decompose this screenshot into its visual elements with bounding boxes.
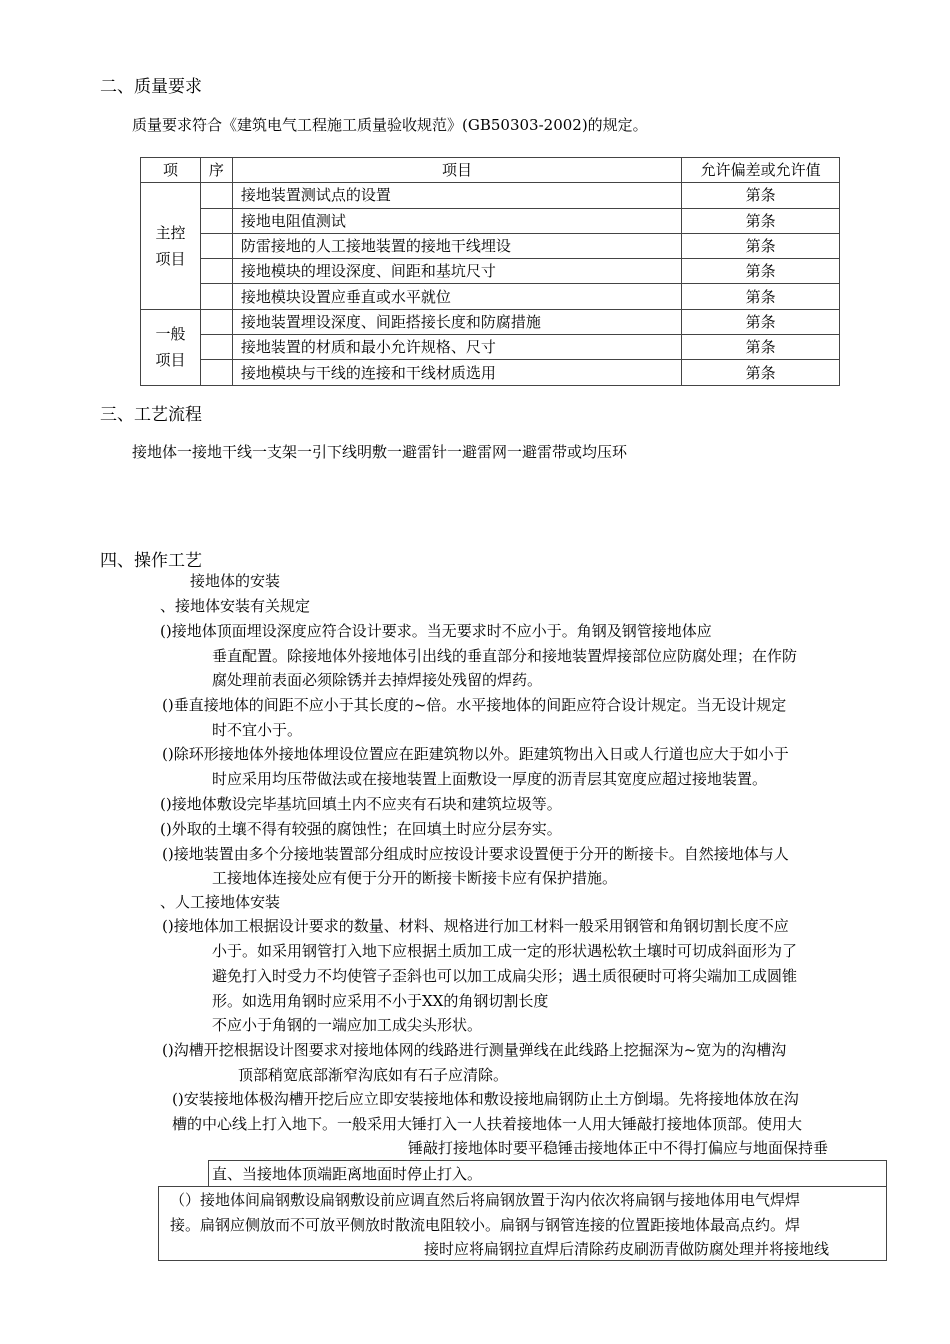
table-row xyxy=(141,208,840,233)
value-cell: 第条 xyxy=(682,360,840,385)
section-heading-process: 三、工艺流程 xyxy=(100,405,202,425)
table-row xyxy=(141,259,840,284)
group-label: 主控 xyxy=(155,224,186,243)
paragraph-line: （）接地体间扁钢敷设扁钢敷设前应调直然后将扁钢放置于沟内依次将扁钢与接地体用电气焊焊 xyxy=(170,1191,801,1209)
paragraph-line: ()接地体敷设完毕基坑回填土内不应夹有石块和建筑垃圾等。 xyxy=(160,795,562,813)
paragraph-line: ()接地装置由多个分接地装置部分组成时应按设计要求设置便于分开的断接卡。自然接地体与人 xyxy=(162,845,789,863)
paragraph-line: ()沟槽开挖根据设计图要求对接地体网的线路进行测量弹线在此线路上挖掘深为~宽为的沟槽沟 xyxy=(162,1041,787,1059)
paragraph-line: 直、当接地体顶端距离地面时停止打入。 xyxy=(212,1165,483,1183)
paragraph-line: 避免打入时受力不均使管子歪斜也可以加工成扁尖形；遇土质很硬时可将尖端加工成圆锥 xyxy=(212,967,798,985)
paragraph-line: ()除环形接地体外接地体埋设位置应在距建筑物以外。距建筑物出入日或人行道也应大于如小于 xyxy=(162,745,789,763)
group-label: 项目 xyxy=(155,250,186,269)
seq-cell xyxy=(200,309,232,334)
seq-cell xyxy=(200,335,232,360)
seq-cell xyxy=(200,360,232,385)
item-cell: 接地装置测试点的设置 xyxy=(232,183,681,208)
item-cell: 接地模块与干线的连接和干线材质选用 xyxy=(232,360,681,385)
header-cell: 项 xyxy=(141,158,201,183)
quality-intro: 质量要求符合《建筑电气工程施工质量验收规范》(GB50303-2002)的规定。 xyxy=(132,116,648,134)
process-flow: 接地体一接地干线一支架一引下线明敷一避雷针一避雷网一避雷带或均压环 xyxy=(132,443,628,461)
seq-cell xyxy=(200,208,232,233)
paragraph-line: 时应采用均压带做法或在接地装置上面敷设一厚度的沥青层其宽度应超过接地装置。 xyxy=(212,770,768,788)
seq-cell xyxy=(200,284,232,309)
section-heading-quality: 二、质量要求 xyxy=(100,77,202,97)
value-cell: 第条 xyxy=(682,309,840,334)
paragraph-line: 工接地体连接处应有便于分开的断接卡断接卡应有保护措施。 xyxy=(212,869,618,887)
table-row xyxy=(141,233,840,258)
item-cell: 接地电阻值测试 xyxy=(232,208,681,233)
paragraph-line: ()垂直接地体的间距不应小于其长度的~倍。水平接地体的间距应符合设计规定。当无设计规定 xyxy=(162,696,787,714)
paragraph-line: 时不宜小于。 xyxy=(212,721,303,739)
paragraph-line: ()接地体加工根据设计要求的数量、材料、规格进行加工材料一般采用钢管和角钢切割长度不应 xyxy=(162,917,789,935)
value-cell: 第条 xyxy=(682,284,840,309)
subsection-title: 、接地体安装有关规定 xyxy=(160,597,311,615)
group-label: 一般 xyxy=(155,325,186,344)
paragraph-line: 腐处理前表面必须除锈并去掉焊接处残留的焊药。 xyxy=(212,671,543,689)
value-cell: 第条 xyxy=(682,233,840,258)
table-row xyxy=(141,183,840,208)
item-cell: 防雷接地的人工接地装置的接地干线埋设 xyxy=(232,233,681,258)
item-cell: 接地模块的埋设深度、间距和基坑尺寸 xyxy=(232,259,681,284)
paragraph-line: 顶部稍宽底部渐窄沟底如有石子应清除。 xyxy=(238,1066,509,1084)
seq-cell xyxy=(200,233,232,258)
paragraph-line: 锤敲打接地体时要平稳锤击接地体正中不得打偏应与地面保持垂 xyxy=(408,1139,829,1157)
paragraph-line: 小于。如采用钢管打入地下应根据土质加工成一定的形状遇松软土壤时可切成斜面形为了 xyxy=(212,942,798,960)
item-cell: 接地装置埋设深度、间距搭接长度和防腐措施 xyxy=(232,309,681,334)
paragraph-line: 形。如选用角钢时应采用不小于XX的角钢切割长度 xyxy=(212,992,549,1010)
seq-cell xyxy=(200,259,232,284)
paragraph-line: ()接地体顶面埋设深度应符合设计要求。当无要求时不应小于。角钢及钢管接地体应 xyxy=(160,622,712,640)
group-label: 项目 xyxy=(155,351,186,370)
item-cell: 接地模块设置应垂直或水平就位 xyxy=(232,284,681,309)
subsection-title: 接地体的安装 xyxy=(190,572,281,590)
table-header-row xyxy=(141,158,840,183)
paragraph-line: ()安装接地体极沟槽开挖后应立即安装接地体和敷设接地扁钢防止土方倒塌。先将接地体放在沟 xyxy=(172,1090,799,1108)
table-row xyxy=(141,360,840,385)
quality-table xyxy=(140,157,840,386)
paragraph-line: 垂直配置。除接地体外接地体引出线的垂直部分和接地装置焊接部位应防腐处理；在作防 xyxy=(212,647,798,665)
group-general xyxy=(141,309,201,385)
value-cell: 第条 xyxy=(682,208,840,233)
seq-cell xyxy=(200,183,232,208)
paragraph-line: 接。扁钢应侧放而不可放平侧放时散流电阻较小。扁钢与钢管连接的位置距接地体最高点约。焊 xyxy=(170,1216,801,1234)
subsection-title: 、人工接地体安装 xyxy=(160,893,281,911)
paragraph-line: 不应小于角钢的一端应加工成尖头形状。 xyxy=(212,1016,483,1034)
paragraph-line: 槽的中心线上打入地下。一般采用大锤打入一人扶着接地体一人用大锤敲打接地体顶部。使用大 xyxy=(172,1115,803,1133)
item-cell: 接地装置的材质和最小允许规格、尺寸 xyxy=(232,335,681,360)
header-cell: 项目 xyxy=(232,158,681,183)
table-row xyxy=(141,335,840,360)
header-cell: 允许偏差或允许值 xyxy=(682,158,840,183)
value-cell: 第条 xyxy=(682,335,840,360)
table-row xyxy=(141,284,840,309)
section-heading-operation: 四、操作工艺 xyxy=(100,551,202,571)
paragraph-line: 接时应将扁钢拉直焊后清除药皮刷沥青做防腐处理并将接地线 xyxy=(424,1240,830,1258)
group-main-control xyxy=(141,183,201,309)
paragraph-line: ()外取的土壤不得有较强的腐蚀性；在回填土时应分层夯实。 xyxy=(160,820,562,838)
value-cell: 第条 xyxy=(682,259,840,284)
header-cell: 序 xyxy=(200,158,232,183)
value-cell: 第条 xyxy=(682,183,840,208)
table-row xyxy=(141,309,840,334)
